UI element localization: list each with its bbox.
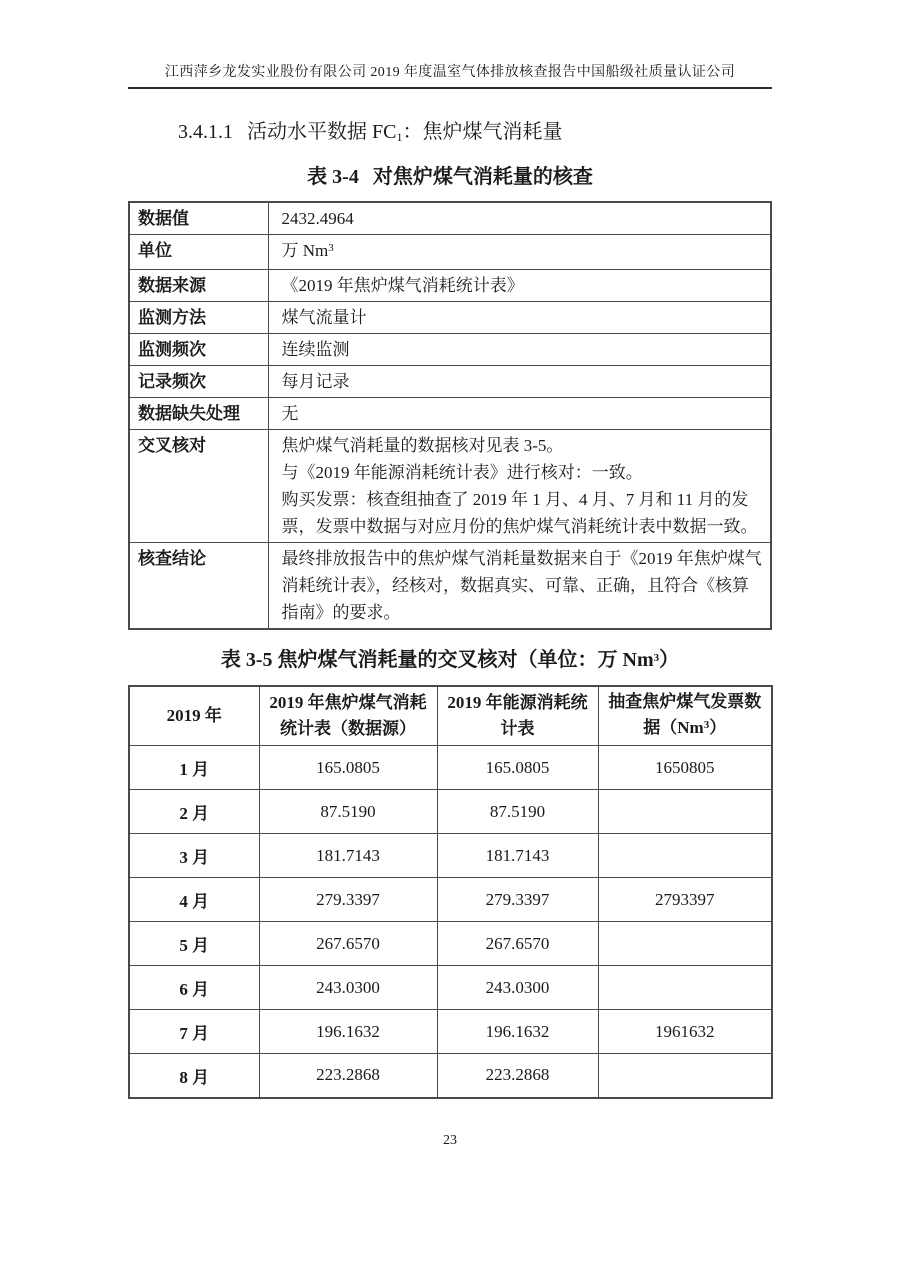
table-row [129, 878, 772, 922]
month-cell: 5 月 [129, 922, 259, 966]
row-label: 交叉核对 [129, 430, 268, 543]
table-row-conclusion [129, 543, 771, 630]
source-cell: 267.6570 [259, 922, 437, 966]
month-cell: 6 月 [129, 966, 259, 1010]
source-cell: 243.0300 [259, 966, 437, 1010]
month-cell: 4 月 [129, 878, 259, 922]
table-3-5-title-post: ） [659, 649, 680, 671]
row-label: 记录频次 [129, 366, 268, 398]
month-cell: 7 月 [129, 1010, 259, 1054]
source-cell: 181.7143 [259, 834, 437, 878]
header-invoice-superscript: 3 [703, 719, 710, 732]
table-3-5-title [128, 646, 772, 677]
table-row [129, 790, 772, 834]
invoice-cell: 1961632 [598, 1010, 772, 1054]
table-row-data-source [129, 270, 771, 302]
energy-cell: 223.2868 [437, 1054, 598, 1098]
section-title-post: ：焦炉煤气消耗量 [402, 121, 563, 143]
row-label: 数据来源 [129, 270, 268, 302]
energy-cell: 87.5190 [437, 790, 598, 834]
page-header: 江西萍乡龙发实业股份有限公司 2019 年度温室气体排放核查报告中国船级社质量认证公司 [128, 64, 772, 89]
row-value: 最终排放报告中的焦炉煤气消耗量数据来自于《2019 年焦炉煤气消耗统计表》，经核对，数据真实、可靠、正确，且符合《核算指南》的要求。 [268, 543, 771, 630]
table-3-4-title [128, 163, 772, 191]
month-cell: 2 月 [129, 790, 259, 834]
month-cell: 8 月 [129, 1054, 259, 1098]
section-number: 3.4.1.1 [178, 121, 233, 143]
source-cell: 165.0805 [259, 746, 437, 790]
table-3-4-title-text: 对焦炉煤气消耗量的核查 [372, 166, 593, 188]
month-cell: 1 月 [129, 746, 259, 790]
table-row [129, 1054, 772, 1098]
invoice-cell [598, 922, 772, 966]
row-value: 煤气流量计 [268, 302, 771, 334]
source-cell: 196.1632 [259, 1010, 437, 1054]
table-row [129, 834, 772, 878]
row-value: 无 [268, 398, 771, 430]
energy-cell: 279.3397 [437, 878, 598, 922]
header-source: 2019 年焦炉煤气消耗统计表（数据源） [259, 686, 437, 746]
month-cell: 3 月 [129, 834, 259, 878]
table-row-monitoring-method [129, 302, 771, 334]
table-3-4 [128, 201, 772, 630]
header-month: 2019 年 [129, 686, 259, 746]
row-value [268, 430, 771, 543]
header-invoice [598, 686, 772, 746]
cross-check-paragraph: 与《2019 年能源消耗统计表》进行核对：一致。 [281, 463, 643, 482]
page-content [128, 0, 772, 1149]
row-value: 《2019 年焦炉煤气消耗统计表》 [268, 270, 771, 302]
row-label: 单位 [129, 235, 268, 270]
cross-check-paragraph: 焦炉煤气消耗量的数据核对见表 3-5。 [281, 436, 564, 455]
table-3-4-title-label: 表 3-4 [307, 166, 359, 188]
row-value: 2432.4964 [268, 202, 771, 235]
section-title-subscript: 1 [396, 130, 403, 144]
invoice-cell [598, 966, 772, 1010]
row-label: 数据缺失处理 [129, 398, 268, 430]
table-3-5-title-pre: 表 3-5 焦炉煤气消耗量的交叉核对（单位：万 Nm [220, 649, 654, 671]
invoice-cell: 1650805 [598, 746, 772, 790]
invoice-cell [598, 834, 772, 878]
table-row-recording-frequency [129, 366, 771, 398]
unit-superscript: 3 [328, 242, 334, 255]
page-number: 23 [443, 1132, 457, 1148]
energy-cell: 181.7143 [437, 834, 598, 878]
header-energy: 2019 年能源消耗统计表 [437, 686, 598, 746]
table-row-unit [129, 235, 771, 270]
header-invoice-text: 抽查焦炉煤气发票数据（Nm [608, 692, 762, 737]
unit-value: 万 Nm [281, 241, 329, 260]
cross-check-paragraph: 购买发票：核查组抽查了 2019 年 1 月、4 月、7 月和 11 月的发票，发票中数据与对应月份的焦炉煤气消耗统计表中数据一致。 [281, 490, 758, 536]
row-value: 每月记录 [268, 366, 771, 398]
table-row [129, 966, 772, 1010]
energy-cell: 243.0300 [437, 966, 598, 1010]
source-cell: 223.2868 [259, 1054, 437, 1098]
invoice-cell [598, 790, 772, 834]
table-row-monitoring-frequency [129, 334, 771, 366]
table-row-cross-check [129, 430, 771, 543]
row-value [268, 235, 771, 270]
source-cell: 87.5190 [259, 790, 437, 834]
table-header-row [129, 686, 772, 746]
invoice-cell [598, 1054, 772, 1098]
table-3-5 [128, 685, 773, 1099]
energy-cell: 196.1632 [437, 1010, 598, 1054]
section-heading [128, 119, 772, 147]
table-row [129, 746, 772, 790]
table-row [129, 922, 772, 966]
table-3-5-title-superscript: 3 [653, 652, 660, 665]
row-label: 核查结论 [129, 543, 268, 630]
invoice-cell: 2793397 [598, 878, 772, 922]
table-row-data-value [129, 202, 771, 235]
row-label: 监测方法 [129, 302, 268, 334]
header-invoice-close: ） [709, 718, 727, 737]
section-title-pre: 活动水平数据 FC [247, 121, 397, 143]
table-row-missing-data [129, 398, 771, 430]
row-label: 监测频次 [129, 334, 268, 366]
energy-cell: 165.0805 [437, 746, 598, 790]
row-value: 连续监测 [268, 334, 771, 366]
energy-cell: 267.6570 [437, 922, 598, 966]
table-row [129, 1010, 772, 1054]
source-cell: 279.3397 [259, 878, 437, 922]
row-label: 数据值 [129, 202, 268, 235]
